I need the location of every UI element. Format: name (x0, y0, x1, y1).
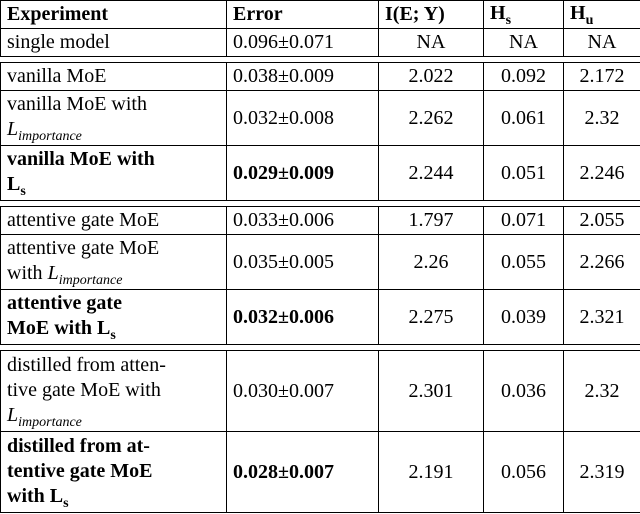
experiment-text: attentive gate MoE (7, 237, 160, 259)
loss-symbol: L (49, 484, 64, 507)
mi-cell: 1.797 (379, 207, 484, 235)
header-hu (564, 1, 640, 29)
table-row (1, 235, 640, 290)
loss-symbol: L (7, 118, 19, 140)
hs-cell: 0.039 (484, 290, 564, 345)
hs-cell: 0.056 (484, 432, 564, 513)
mi-cell: 2.022 (379, 63, 484, 91)
hu-sub: u (585, 13, 594, 28)
header-mutual-information: I(E; Y) (379, 1, 484, 29)
hs-cell: 0.092 (484, 63, 564, 91)
experiment-cell: attentive gate MoE (1, 207, 227, 235)
experiment-text: vanilla MoE with (7, 148, 155, 170)
header-experiment: Experiment (1, 1, 227, 29)
loss-symbol: L (7, 403, 19, 426)
table-row (1, 63, 640, 91)
loss-subscript: importance (58, 273, 123, 288)
hs-cell: 0.061 (484, 91, 564, 146)
loss-subscript: s (20, 184, 26, 199)
mi-cell: 2.301 (379, 351, 484, 432)
hu-cell: 2.172 (564, 63, 640, 91)
header-hs (484, 1, 564, 29)
loss-subscript: importance (18, 414, 82, 430)
hu-cell: 2.32 (564, 351, 640, 432)
loss-subscript: importance (18, 129, 82, 144)
loss-subscript: s (110, 328, 116, 343)
hu-cell: 2.055 (564, 207, 640, 235)
error-cell: 0.035±0.005 (227, 235, 379, 290)
experiment-text: attentive gate (7, 292, 122, 314)
hu-cell: 2.246 (564, 146, 640, 201)
hs-cell: 0.051 (484, 146, 564, 201)
loss-symbol: L (47, 262, 59, 284)
error-cell: 0.096±0.071 (227, 29, 379, 57)
mi-cell: 2.26 (379, 235, 484, 290)
experiment-cell (1, 351, 227, 432)
table-row (1, 29, 640, 57)
mi-cell: 2.191 (379, 432, 484, 513)
hu-cell: NA (564, 29, 640, 57)
hs-cell: NA (484, 29, 564, 57)
experiment-cell: single model (1, 29, 227, 57)
header-row (1, 1, 640, 29)
mi-cell: NA (379, 29, 484, 57)
hu-main: H (570, 2, 586, 24)
table-row (1, 207, 640, 235)
error-cell: 0.032±0.008 (227, 91, 379, 146)
error-cell: 0.028±0.007 (227, 432, 379, 513)
hs-cell: 0.055 (484, 235, 564, 290)
table-row-best (1, 290, 640, 345)
loss-symbol: L (97, 317, 111, 339)
table-row (1, 91, 640, 146)
hs-cell: 0.036 (484, 351, 564, 432)
experiment-cell (1, 235, 227, 290)
hu-cell: 2.266 (564, 235, 640, 290)
mi-cell: 2.244 (379, 146, 484, 201)
error-cell: 0.033±0.006 (227, 207, 379, 235)
loss-symbol: L (7, 173, 21, 195)
hu-cell: 2.32 (564, 91, 640, 146)
experiment-cell (1, 146, 227, 201)
experiment-text: distilled from at- (7, 434, 150, 457)
experiment-text: tive gate MoE with (7, 378, 161, 401)
loss-subscript: s (63, 495, 69, 511)
experiment-text: MoE with (7, 317, 92, 339)
hs-sub: s (505, 13, 512, 28)
mi-cell: 2.275 (379, 290, 484, 345)
error-cell: 0.030±0.007 (227, 351, 379, 432)
hu-cell: 2.319 (564, 432, 640, 513)
error-cell: 0.038±0.009 (227, 63, 379, 91)
experiment-text: with (7, 484, 45, 507)
error-cell: 0.029±0.009 (227, 146, 379, 201)
experiment-cell (1, 290, 227, 345)
hu-cell: 2.321 (564, 290, 640, 345)
experiment-text: tentive gate MoE (7, 459, 153, 482)
hs-main: H (490, 2, 506, 24)
experiment-text: with (7, 262, 43, 284)
header-error: Error (227, 1, 379, 29)
table-row-best (1, 146, 640, 201)
error-cell: 0.032±0.006 (227, 290, 379, 345)
experiment-text: distilled from atten- (7, 353, 166, 376)
experiment-cell (1, 432, 227, 513)
experiment-cell: vanilla MoE (1, 63, 227, 91)
experiment-text: vanilla MoE with (7, 93, 147, 115)
mi-cell: 2.262 (379, 91, 484, 146)
table-row (1, 351, 640, 432)
table-row-best (1, 432, 640, 513)
experiment-cell (1, 91, 227, 146)
hs-cell: 0.071 (484, 207, 564, 235)
